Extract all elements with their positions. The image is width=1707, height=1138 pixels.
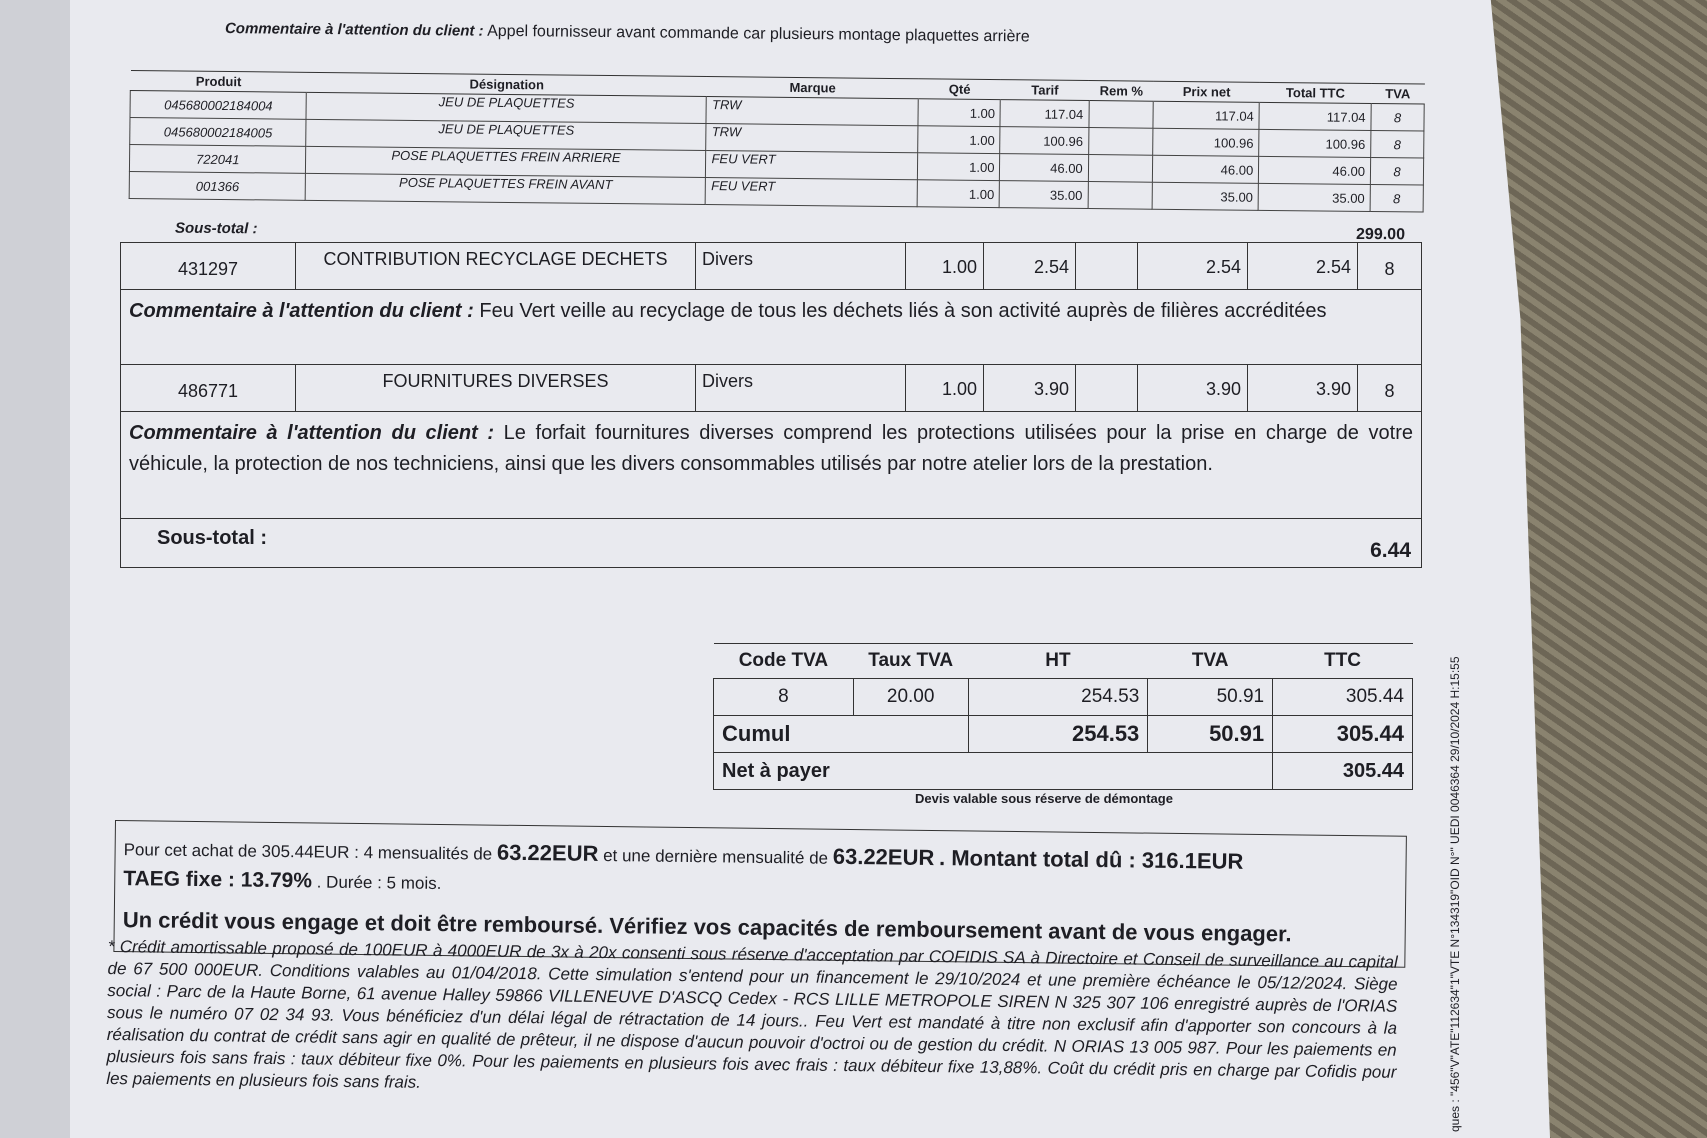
recycling-comment [121, 290, 1421, 365]
cell-rem [1089, 101, 1154, 129]
cell-rem [1088, 155, 1153, 183]
misc-subtotal [121, 519, 1421, 568]
top-comment-label: Commentaire à l'attention du client : [224, 20, 484, 40]
net-value: 305.44 [1273, 753, 1413, 790]
table-row [121, 365, 1421, 412]
cell-designation: JEU DE PLAQUETTES [306, 92, 706, 123]
cell-marque: Divers [696, 243, 906, 289]
credit-derniere: 63.22EUR [832, 843, 935, 871]
fine-print: * Crédit amortissable proposé de 100EUR à 4000EUR de 3x à 20x consenti sous réserve d'acceptation par COFIDIS SA à Directoire et Conseil de surveillance au capital de 67 500 000EUR. Conditions valables au 01/04/2018. Cette simulation s'entend pour un financement le 29/10/2024 et une première échéance le 05/12/2024. Siège social : Parc de la Haute Borne, 61 avenue Halley 59866 VILLENEUVE D'ASCQ Cedex - RCS LILLE METROPOLE SIREN N 325 307 106 enregistré auprès de l'ORIAS sous le numéro 07 02 34 93. Vous bénéficiez d'un délai légal de rétractation de 14 jours.. Feu Vert est mandaté à titre non exclusif afin d'apporter son concours à la réalisation du contrat de crédit sans agir en qualité de prêteur, il ne dispose d'aucun pouvoir d'octroi ou de gestion du crédit. N ORIAS 13 005 987. Pour les paiements en plusieurs fois sans frais : taux débiteur fixe 0%. Pour les paiements en plusieurs fois avec frais : taux débiteur fixe 13,88%. Coût du crédit pris en charge par Cofidis pour les paiements en plusieurs fois sans frais. [106, 936, 1398, 1092]
cumul-label: Cumul [714, 716, 969, 753]
comment-label: Commentaire à l'attention du client : [129, 422, 495, 444]
col-ttc: TTC [1273, 644, 1413, 679]
cell-produit: 431297 [121, 243, 296, 289]
cell-rem [1088, 128, 1153, 156]
table-row [121, 243, 1421, 290]
col-tva: TVA [1148, 644, 1273, 679]
cell-prix-net: 35.00 [1152, 182, 1258, 210]
supplies-comment [121, 412, 1421, 519]
cell-tva: 8 [1370, 157, 1423, 185]
comment-text: Le forfait fournitures diverses comprend les protections utilisées pour la prise en charge de votre véhicule, la protection de nos techniciens, ainsi que les divers consommables utilisés par notre atelier lors de la prestation. [129, 422, 1414, 475]
cell-ht: 254.53 [968, 679, 1148, 716]
side-reference-code: ques : "456"V"ATE"112634"1"VTE N°134319"OID N°" UEDI 0046364 29/10/2024 H:15:55 [1448, 656, 1462, 1132]
credit-montant-total: . Montant total dû : 316.1EUR [938, 845, 1244, 874]
product-subtotal-value: 299.00 [1356, 225, 1406, 244]
cell-marque: Divers [696, 365, 906, 411]
cell-marque: TRW [706, 124, 918, 153]
cell-tva: 8 [1371, 103, 1424, 131]
credit-warning: Un crédit vous engage et doit être remboursé. Vérifiez vos capacités de remboursement avant de vous engager. [122, 907, 1292, 947]
product-subtotal-label: Sous-total : [174, 219, 258, 238]
cell-tva: 8 [1371, 130, 1424, 158]
cell-marque: FEU VERT [706, 178, 918, 207]
cell-total-ttc: 3.90 [1248, 365, 1358, 411]
top-comment-text: Appel fournisseur avant commande car plusieurs montage plaquettes arrière [487, 22, 1030, 46]
cell-marque: FEU VERT [706, 151, 918, 180]
credit-line-2 [123, 867, 441, 895]
comment-text: Feu Vert veille au recyclage de tous les déchets liés à son activité auprès de filières accréditées [479, 300, 1327, 322]
cell-rem [1088, 182, 1153, 210]
cell-prix-net: 2.54 [1138, 243, 1248, 289]
cell-total-ttc: 100.96 [1259, 129, 1371, 157]
net-label: Net à payer [714, 753, 1273, 790]
credit-taeg: TAEG fixe : 13.79% [123, 867, 313, 893]
credit-mensualite: 63.22EUR [496, 839, 599, 866]
table-row [714, 679, 1413, 716]
net-row [714, 753, 1413, 790]
misc-subtotal-label: Sous-total : [157, 527, 267, 549]
col-taux-tva: Taux TVA [853, 644, 968, 679]
col-tarif: Tarif [1001, 80, 1089, 101]
col-total-ttc: Total TTC [1259, 82, 1371, 103]
credit-intro: Pour cet achat de 305.44EUR : 4 mensualités de [123, 840, 493, 864]
cell-qte: 1.00 [918, 126, 1001, 154]
cell-tva: 8 [1370, 184, 1423, 212]
col-designation: Désignation [307, 72, 707, 96]
cell-tarif: 100.96 [1000, 127, 1088, 155]
col-code-tva: Code TVA [714, 644, 854, 679]
cell-total-ttc: 35.00 [1258, 183, 1370, 211]
cell-designation: POSE PLAQUETTES FREIN ARRIERE [306, 146, 706, 177]
tva-summary-table [713, 643, 1413, 790]
cell-produit: 001366 [129, 171, 306, 200]
cell-tarif: 46.00 [1000, 154, 1088, 182]
cell-prix-net: 46.00 [1153, 155, 1259, 183]
cumul-ht: 254.53 [968, 716, 1148, 753]
credit-duree: . Durée : 5 mois. [316, 872, 442, 893]
cumul-row [714, 716, 1413, 753]
cell-tva: 50.91 [1148, 679, 1273, 716]
col-produit: Produit [130, 71, 307, 93]
misc-subtotal-value: 6.44 [1370, 539, 1411, 562]
cell-designation: CONTRIBUTION RECYCLAGE DECHETS [296, 243, 696, 289]
col-prix-net: Prix net [1154, 81, 1260, 102]
cell-tva: 8 [1384, 259, 1395, 279]
comment-label: Commentaire à l'attention du client : [129, 300, 474, 322]
col-rem: Rem % [1089, 81, 1154, 102]
cell-designation: FOURNITURES DIVERSES [296, 365, 696, 411]
cell-designation: JEU DE PLAQUETTES [306, 119, 706, 150]
col-qte: Qté [918, 79, 1001, 100]
col-ht: HT [968, 644, 1148, 679]
cell-total-ttc: 46.00 [1259, 156, 1371, 184]
cell-tarif: 3.90 [984, 365, 1076, 411]
col-tva: TVA [1371, 84, 1424, 105]
cell-qte: 1.00 [906, 365, 984, 411]
col-marque: Marque [707, 77, 919, 99]
cell-tarif: 2.54 [984, 243, 1076, 289]
cell-produit: 045680002184004 [130, 91, 307, 120]
cell-tarif: 35.00 [1000, 181, 1088, 209]
cell-prix-net: 3.90 [1138, 365, 1248, 411]
cell-total-ttc: 117.04 [1259, 102, 1371, 130]
cell-produit: 486771 [121, 365, 296, 411]
cell-taux: 20.00 [853, 679, 968, 716]
cell-ttc: 305.44 [1273, 679, 1413, 716]
cell-produit: 722041 [129, 145, 306, 174]
cell-tarif: 117.04 [1000, 100, 1088, 128]
misc-items-block [120, 242, 1422, 568]
cell-tva: 8 [1384, 381, 1395, 401]
devis-note: Devis valable sous réserve de démontage [915, 791, 1173, 806]
cell-rem [1076, 243, 1138, 289]
cell-prix-net: 117.04 [1153, 101, 1259, 129]
cell-marque: TRW [706, 97, 918, 126]
cell-total-ttc: 2.54 [1248, 243, 1358, 289]
cell-qte: 1.00 [906, 243, 984, 289]
tva-table-header [714, 644, 1413, 679]
cell-prix-net: 100.96 [1153, 128, 1259, 156]
cell-qte: 1.00 [918, 99, 1001, 127]
cell-rem [1076, 365, 1138, 411]
credit-derniere-label: et une dernière mensualité de [603, 845, 829, 868]
cell-produit: 045680002184005 [130, 118, 307, 147]
product-table [129, 70, 1425, 213]
cell-qte: 1.00 [918, 153, 1001, 181]
cumul-ttc: 305.44 [1273, 716, 1413, 753]
cell-designation: POSE PLAQUETTES FREIN AVANT [306, 173, 706, 204]
top-comment [225, 20, 1030, 46]
cumul-tva: 50.91 [1148, 716, 1273, 753]
cell-code: 8 [714, 679, 854, 716]
cell-qte: 1.00 [917, 180, 1000, 208]
